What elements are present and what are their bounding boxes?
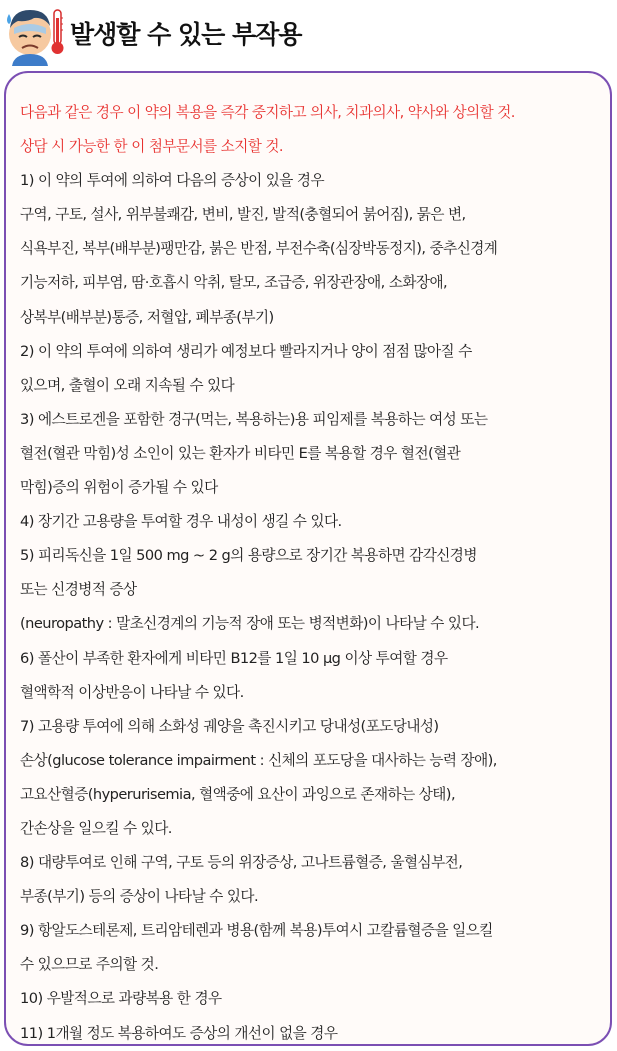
text-line: 7) 고용량 투여에 의해 소화성 궤양을 촉진시키고 당내성(포도당내성) [20, 717, 439, 735]
text-line: 6) 폴산이 부족한 환자에게 비타민 B12를 1일 10 μg 이상 투여할 경우 [20, 649, 448, 667]
text-line: 수 있으므로 주의할 것. [20, 956, 159, 974]
text-line: 5) 피리독신을 1일 500 mg ~ 2 g의 용량으로 장기간 복용하면 감각신경병 [20, 547, 477, 565]
text-line: 기능저하, 피부염, 땀·호흡시 악취, 탈모, 조급증, 위장관장애, 소화장애, [20, 274, 448, 292]
text-line: 8) 대량투여로 인해 구역, 구토 등의 위장증상, 고나트륨혈증, 울혈심부전, [20, 854, 463, 872]
text-line: 혈전(혈관 막힘)성 소인이 있는 환자가 비타민 E를 복용할 경우 혈전(혈관 [20, 444, 461, 462]
text-line: 상복부(배부분)통증, 저혈압, 폐부종(부기) [20, 308, 274, 326]
text-line: 또는 신경병적 증상 [20, 581, 137, 599]
side-effects-box [4, 71, 612, 1046]
warning-line-2: 상담 시 가능한 한 이 첨부문서를 소지할 것. [20, 138, 284, 156]
section-title: 발생할 수 있는 부작용 [70, 20, 302, 49]
text-line: 9) 항알도스테론제, 트리암테렌과 병용(함께 복용)투여시 고칼륨혈증을 일으킬 [20, 922, 493, 940]
text-line: 2) 이 약의 투여에 의하여 생리가 예정보다 빨라지거나 양이 점점 많아질 수 [20, 342, 472, 360]
text-line: 손상(glucose tolerance impairment : 신체의 포도당을 대사하는 능력 장애), [20, 751, 497, 769]
text-line: 식욕부진, 복부(배부분)팽만감, 붉은 반점, 부전수축(심장박동정지), 중추신경계 [20, 240, 498, 258]
text-line: 10) 우발적으로 과량복용 한 경우 [20, 990, 222, 1008]
text-line: 고요산혈증(hyperurisemia, 혈액중에 요산이 과잉으로 존재하는 상태), [20, 785, 456, 803]
text-line: 1) 이 약의 투여에 의하여 다음의 증상이 있을 경우 [20, 172, 324, 190]
text-line: 4) 장기간 고용량을 투여할 경우 내성이 생길 수 있다. [20, 513, 342, 531]
text-line: 부종(부기) 등의 증상이 나타날 수 있다. [20, 888, 259, 906]
side-effects-text [20, 96, 604, 1051]
text-line: 11) 1개월 정도 복용하여도 증상의 개선이 없을 경우 [20, 1024, 338, 1042]
text-line: 간손상을 일으킬 수 있다. [20, 819, 172, 837]
text-line: 막힘)증의 위험이 증가될 수 있다 [20, 479, 218, 497]
text-line: 있으며, 출혈이 오래 지속될 수 있다 [20, 376, 235, 394]
text-line: 3) 에스트로겐을 포함한 경구(먹는, 복용하는)용 피임제를 복용하는 여성 또는 [20, 410, 488, 428]
section-header [0, 0, 617, 70]
text-line: 혈액학적 이상반응이 나타날 수 있다. [20, 683, 244, 701]
sick-face-thermometer-icon [4, 4, 66, 66]
text-line: (neuropathy : 말초신경계의 기능적 장애 또는 병적변화)이 나타날 수 있다. [20, 615, 480, 633]
text-line: 구역, 구토, 설사, 위부불쾌감, 변비, 발진, 발적(충혈되어 붉어짐), 묽은 변, [20, 206, 466, 224]
warning-line-1: 다음과 같은 경우 이 약의 복용을 즉각 중지하고 의사, 치과의사, 약사와 상의할 것. [20, 104, 515, 121]
